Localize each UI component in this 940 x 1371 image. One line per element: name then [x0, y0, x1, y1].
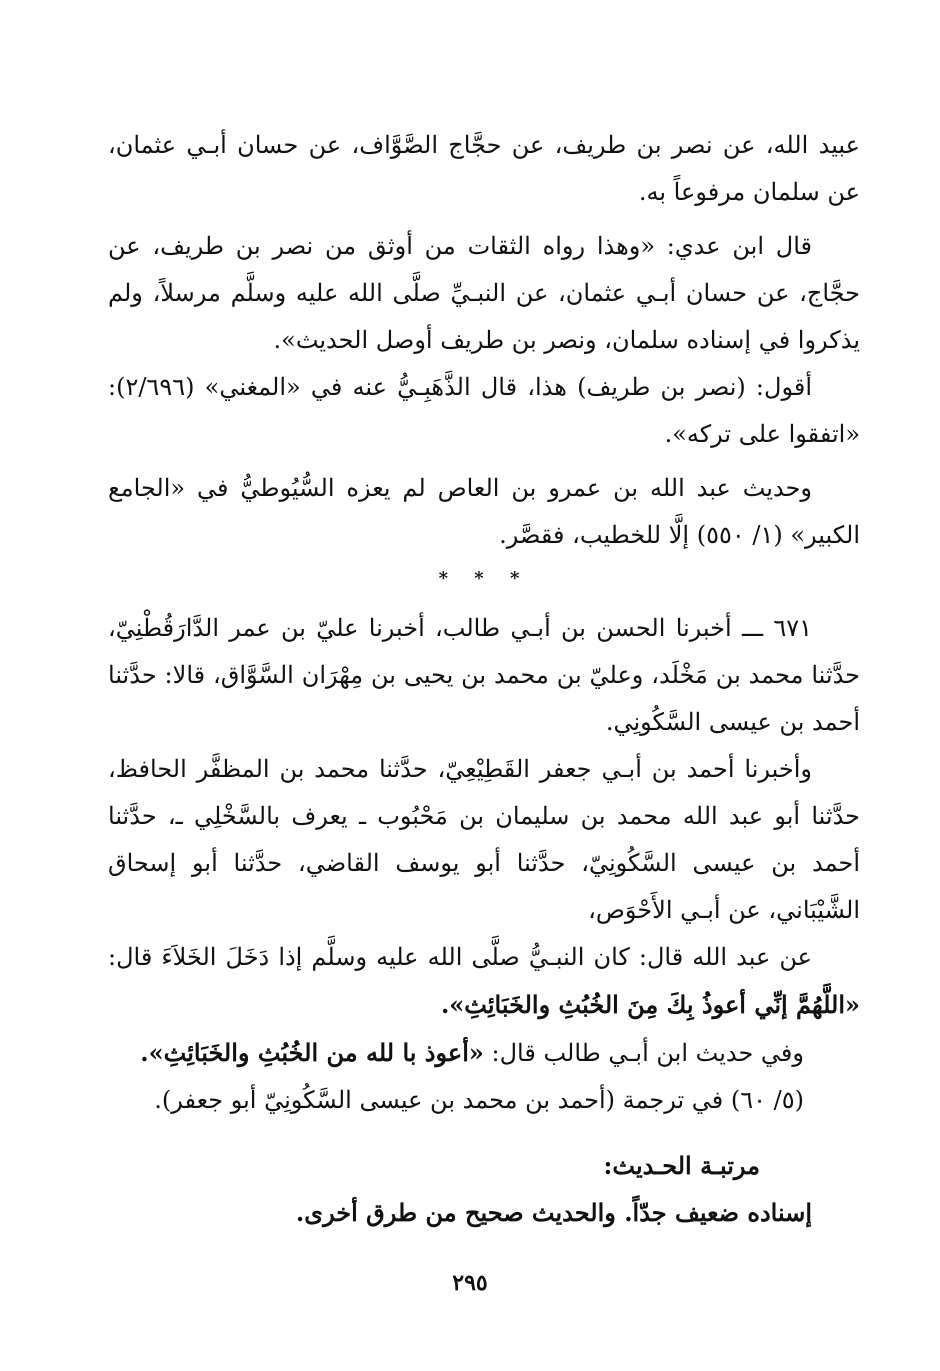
hadith-text-quote: «اللَّهُمَّ إنِّي أعوذُ بِكَ مِنَ الخُبُثِ والخَبَائِثِ».	[440, 990, 860, 1019]
main-text	[108, 122, 860, 1236]
hadith-text-plain: عن عبد الله قال: كان النبـيُّ صلَّى الله عليه وسلَّم إذا دَخَلَ الخَلاَءَ قال:	[108, 943, 812, 971]
paragraph-ibn-adi-quote: قال ابن عدي: «وهذا رواه الثقات من أوثق من نصر بن طريف، عن حجَّاج، عن حسان أبـي عثمان، عن النبـيِّ صلَّى الله عليه وسلَّم مرسلاً، ولم يذكروا في إسناده سلمان، ونصر بن طريف أوصل الحديث».	[108, 232, 860, 354]
page-number: ٢٩٥	[452, 1270, 488, 1296]
grading-statement: إسناده ضعيف جدّاً. والحديث صحيح من طرق أخرى.	[295, 1198, 812, 1227]
source-reference: (٥/ ٦٠) في ترجمة (أحمد بن محمد بن عيسى السَّكُونِيّ أبو جعفر).	[154, 1086, 804, 1114]
variant-wording-quote: «أعوذ با لله من الخُبُثِ والخَبَائِثِ».	[140, 1038, 484, 1067]
section-heading: مرتبـة الحـديث:	[603, 1151, 760, 1180]
paragraph-author-comment: أقول: (نصر بن طريف) هذا، قال الذَّهَبِـيُّ عنه في «المغني» (٢/٦٩٦): «اتفقوا على تركه».	[108, 373, 860, 448]
paragraph-continuation: عبيد الله، عن نصر بن طريف، عن حجَّاج الصَّوَّاف، عن حسان أبـي عثمان، عن سلمان مرفوعاً به.	[108, 131, 860, 206]
hadith-second-chain: وأخبرنا أحمد بن أبـي جعفر القَطِيْعِيّ، حدَّثنا محمد بن المظفَّر الحافظ، حدَّثنا أبو عبد الله محمد بن سليمان بن مَحْبُوب ـ يعرف بالسَّخْلِي ـ، حدَّثنا أحمد بن عيسى السَّكُونِيّ، حدَّثنا أبو يوسف القاضي، حدَّثنا أبو إسحاق الشَّيْبَاني، عن أبـي الأَحْوَص،	[108, 755, 860, 924]
section-separator: * * *	[438, 568, 530, 589]
hadith-671-chain: ٦٧١ ـــ أخبرنا الحسن بن أبـي طالب، أخبرنا عليّ بن عمر الدَّارَقُطْنِيّ، حدَّثنا محمد بن مَخْلَد، وعليّ بن محمد بن يحيى بن مِهْرَان السَّوَّاق، قالا: حدَّثنا أحمد بن عيسى السَّكُونِي.	[108, 614, 860, 736]
hadith-text	[108, 934, 860, 1029]
variant-wording	[108, 1029, 860, 1077]
paragraph-suyuti-note: وحديث عبد الله بن عمرو بن العاص لم يعزه السُّيُوطيُّ في «الجامع الكبير» (١/ ٥٥٠) إلَّا للخطيب، فقصَّر.	[108, 474, 860, 549]
variant-wording-plain: وفي حديث ابن أبـي طالب قال:	[483, 1039, 804, 1067]
